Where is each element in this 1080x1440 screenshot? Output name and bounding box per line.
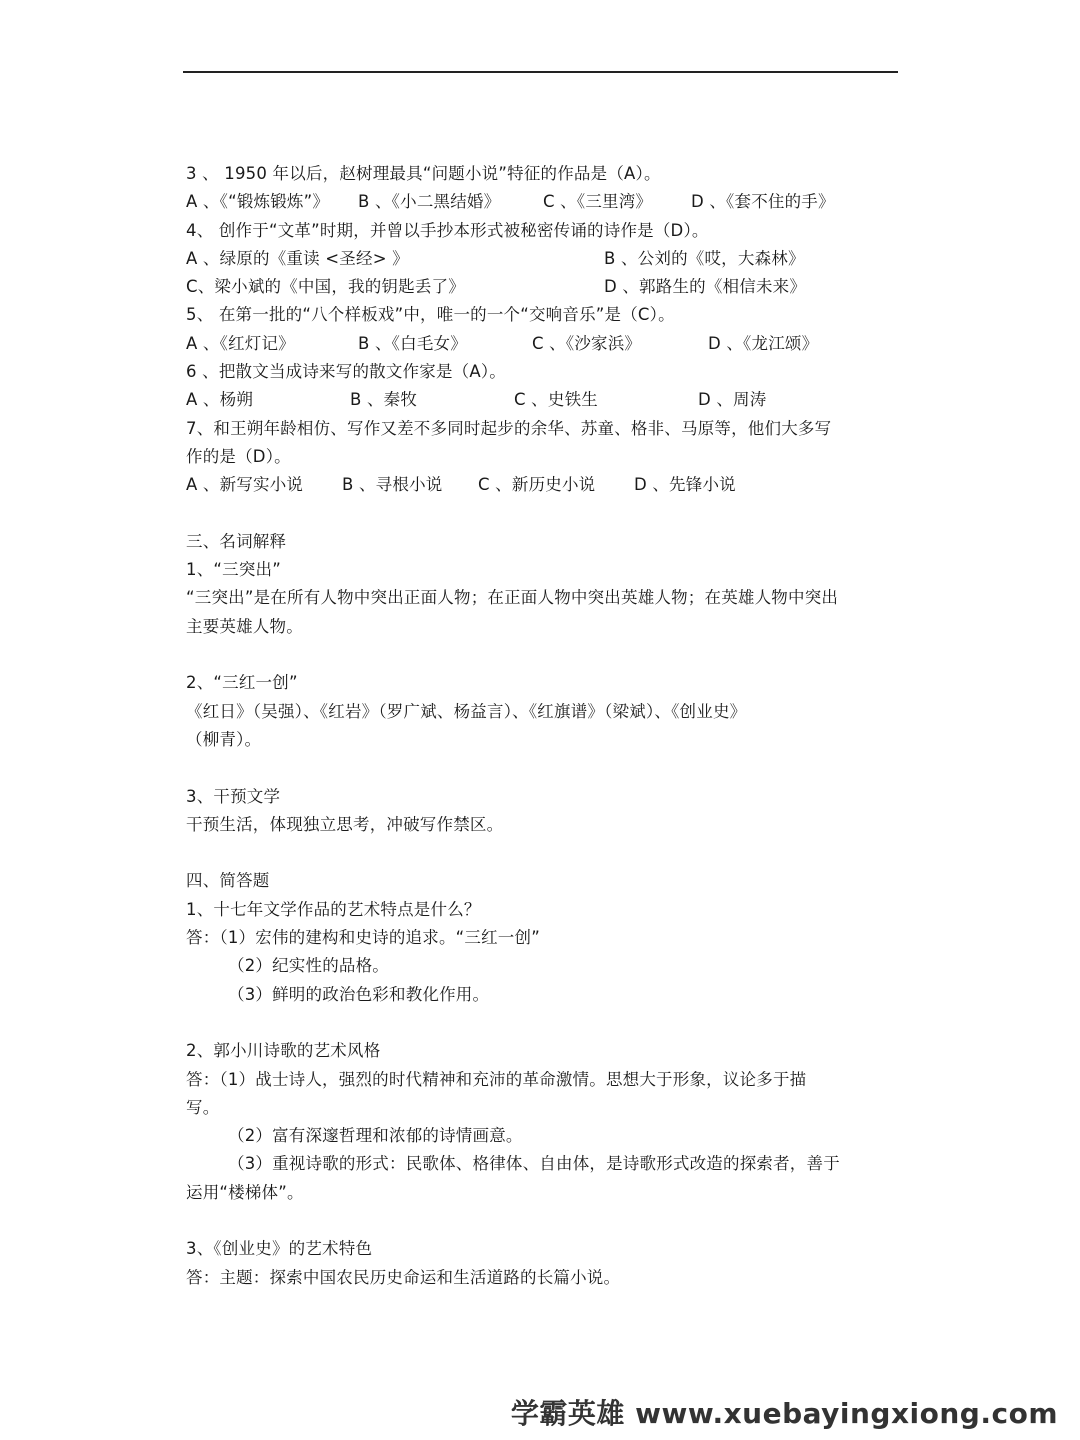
answer-1-line2: （2）纪实性的品格。 — [228, 956, 389, 976]
option-d: D 、周涛 — [698, 390, 767, 410]
answer-2-line3b: 运用“楼梯体”。 — [186, 1182, 304, 1202]
answer-1-title: 1、十七年文学作品的艺术特点是什么？ — [186, 899, 481, 919]
question-6: 6 、把散文当成诗来写的散文作家是（A）。 — [186, 362, 506, 382]
question-5: 5、 在第一批的“八个样板戏”中，唯一的一个“交响音乐”是（C）。 — [186, 305, 675, 325]
option-d: D 、先锋小说 — [634, 475, 736, 495]
term-1-title: 1、“三突出” — [186, 560, 281, 580]
question-3-options — [186, 188, 898, 216]
answer-1-line3: （3）鲜明的政治色彩和教化作用。 — [228, 984, 490, 1004]
term-3-title: 3、干预文学 — [186, 786, 281, 806]
header-rule — [183, 71, 898, 73]
term-2-title: 2、“三红一创” — [186, 673, 298, 693]
option-d: D 、郭路生的《相信未来》 — [604, 277, 807, 297]
question-4-options-row1 — [186, 245, 898, 273]
answer-2-line1b: 写。 — [186, 1097, 220, 1117]
answer-2-line3: （3）重视诗歌的形式：民歌体、格律体、自由体，是诗歌形式改造的探索者，善于 — [228, 1154, 840, 1174]
option-c: C 、《沙家浜》 — [532, 333, 642, 353]
document-body — [186, 160, 898, 1292]
term-1-body-line1: “三突出”是在所有人物中突出正面人物；在正面人物中突出英雄人物；在英雄人物中突出 — [186, 588, 839, 608]
question-7-line1: 7、和王朔年龄相仿、写作又差不多同时起步的余华、苏童、格非、马原等，他们大多写 — [186, 418, 832, 438]
option-a: A 、新写实小说 — [186, 475, 304, 495]
section-3-heading: 三、名词解释 — [186, 531, 287, 551]
question-4-options-row2 — [186, 273, 898, 301]
term-2-body-line2: （柳青）。 — [186, 729, 262, 749]
option-c: C 、《三里湾》 — [543, 192, 653, 212]
question-4: 4、 创作于“文革”时期，并曾以手抄本形式被秘密传诵的诗作是（D）。 — [186, 220, 709, 240]
option-d: D 、《龙江颂》 — [708, 333, 819, 353]
answer-1-line1: 答：（1）宏伟的建构和史诗的追求。“三红一创” — [186, 928, 540, 948]
answer-3-title: 3、《创业史》的艺术特色 — [186, 1239, 373, 1259]
term-1-body-line2: 主要英雄人物。 — [186, 616, 303, 636]
option-a: A 、杨朔 — [186, 390, 254, 410]
option-b: B 、《小二黑结婚》 — [358, 192, 501, 212]
option-c: C 、新历史小说 — [478, 475, 596, 495]
question-7-options — [186, 471, 898, 499]
option-b: B 、公刘的《哎，大森林》 — [604, 248, 805, 268]
answer-2-line2: （2）富有深邃哲理和浓郁的诗情画意。 — [228, 1126, 523, 1146]
option-a: A 、《红灯记》 — [186, 333, 295, 353]
option-b: B 、秦牧 — [350, 390, 418, 410]
term-3-body: 干预生活，体现独立思考，冲破写作禁区。 — [186, 814, 504, 834]
option-a: A 、《“锻炼锻炼”》 — [186, 192, 330, 212]
site-watermark: 学霸英雄 www.xuebayingxiong.com — [510, 1397, 1058, 1430]
question-6-options — [186, 386, 898, 414]
option-b: B 、寻根小说 — [342, 475, 443, 495]
answer-2-line1: 答：（1）战士诗人，强烈的时代精神和充沛的革命激情。思想大于形象，议论多于描 — [186, 1069, 807, 1089]
question-3: 3 、 1950 年以后，赵树理最具“问题小说”特征的作品是（A）。 — [186, 164, 661, 183]
option-c: C、梁小斌的《中国，我的钥匙丢了》 — [186, 277, 465, 297]
option-a: A 、绿原的《重读 <圣经> 》 — [186, 248, 409, 268]
option-d: D 、《套不住的手》 — [691, 192, 835, 212]
option-b: B 、《白毛女》 — [358, 333, 467, 353]
option-c: C 、史铁生 — [514, 390, 598, 410]
answer-3-line1: 答：主题：探索中国农民历史命运和生活道路的长篇小说。 — [186, 1267, 621, 1287]
answer-2-title: 2、郭小川诗歌的艺术风格 — [186, 1041, 381, 1061]
section-4-heading: 四、简答题 — [186, 871, 270, 891]
question-7-line2: 作的是（D）。 — [186, 446, 291, 466]
term-2-body-line1: 《红日》（吴强）、《红岩》（罗广斌、杨益言）、《红旗谱》（梁斌）、《创业史》 — [186, 701, 747, 721]
question-5-options — [186, 330, 898, 358]
